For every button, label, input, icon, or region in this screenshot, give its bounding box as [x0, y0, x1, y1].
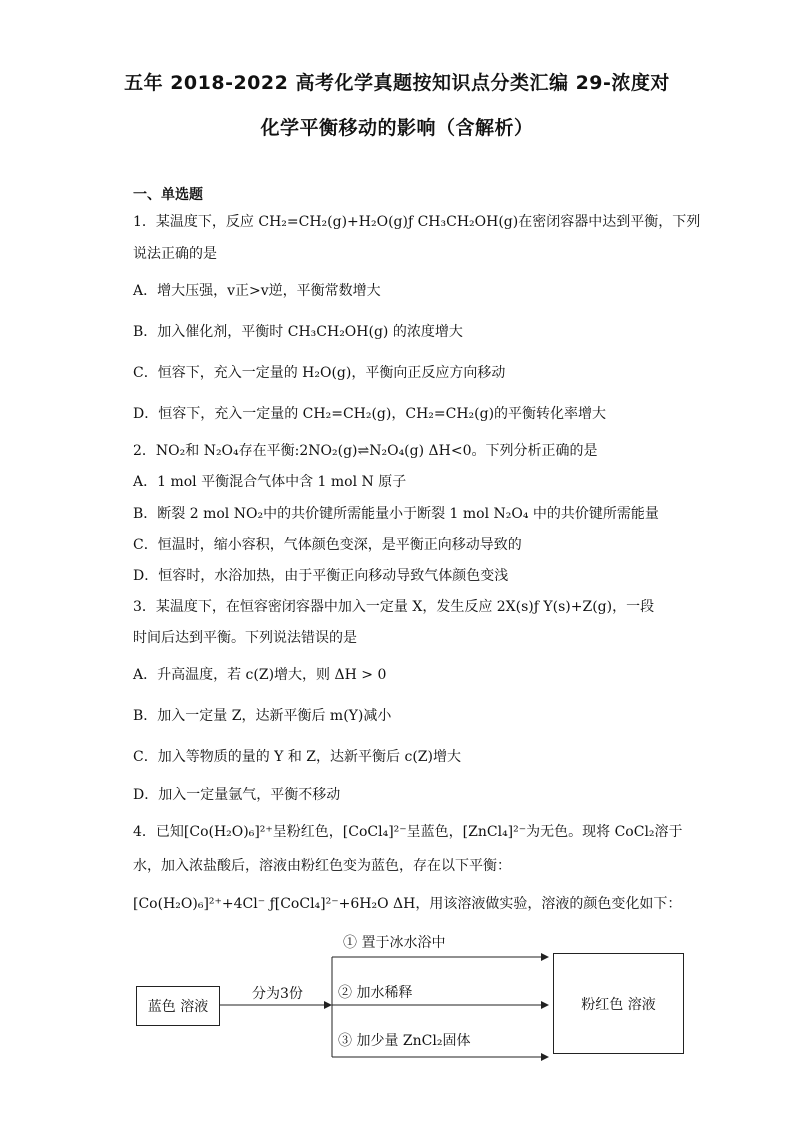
q3-stem-2: 时间后达到平衡。下列说法错误的是 [133, 630, 357, 646]
q2-option-a: A．1 mol 平衡混合气体中含 1 mol N 原子 [133, 474, 407, 490]
title-line-1: 五年 2018-2022 高考化学真题按知识点分类汇编 29-浓度对 [124, 72, 670, 94]
q1-stem-1: 1．某温度下，反应 CH₂=CH₂(g)+H₂O(g)ƒ CH₃CH₂OH(g)在密闭容器中达到平衡，下列 [133, 214, 701, 230]
left-box [136, 986, 220, 1026]
q4-stem-1: 4．已知[Co(H₂O)₆]²⁺呈粉红色，[CoCl₄]²⁻呈蓝色，[ZnCl₄]²⁻为无色。现将 CoCl₂溶于 [133, 824, 683, 840]
q4-stem-2: 水，加入浓盐酸后，溶液由粉红色变为蓝色，存在以下平衡： [133, 858, 511, 874]
q3-option-a: A．升高温度，若 c(Z)增大，则 ΔH > 0 [133, 667, 387, 683]
q3-option-c: C．加入等物质的量的 Y 和 Z，达新平衡后 c(Z)增大 [133, 749, 461, 765]
q3-option-d: D．加入一定量氩气，平衡不移动 [133, 787, 341, 803]
q2-option-c: C．恒温时，缩小容积，气体颜色变深，是平衡正向移动导致的 [133, 537, 522, 553]
branch-2-label: ② 加水稀释 [338, 985, 413, 1001]
split-label: 分为3份 [252, 986, 303, 1002]
left-box-label: 蓝色 溶液 [147, 999, 209, 1015]
q2-option-b: B．断裂 2 mol NO₂中的共价键所需能量小于断裂 1 mol N₂O₄ 中的共价键所需能量 [133, 506, 659, 522]
q1-stem-2: 说法正确的是 [133, 246, 217, 262]
q2-option-d: D．恒容时，水浴加热，由于平衡正向移动导致气体颜色变浅 [133, 568, 509, 584]
section-heading: 一、单选题 [133, 187, 203, 203]
title-line-2: 化学平衡移动的影响（含解析） [260, 117, 534, 139]
q1-option-b: B．加入催化剂，平衡时 CH₃CH₂OH(g) 的浓度增大 [133, 324, 463, 340]
branch-1-label: ① 置于冰水浴中 [343, 935, 446, 951]
branch-3-label: ③ 加少量 ZnCl₂固体 [338, 1033, 471, 1049]
q1-option-a: A．增大压强，v正>v逆，平衡常数增大 [133, 283, 381, 299]
q1-option-d: D．恒容下，充入一定量的 CH₂=CH₂(g)，CH₂=CH₂(g)的平衡转化率增大 [133, 406, 607, 422]
q2-stem: 2．NO₂和 N₂O₄存在平衡:2NO₂(g)⇌N₂O₄(g) ΔH<0。下列分析正确的是 [133, 443, 598, 459]
q4-stem-3: [Co(H₂O)₆]²⁺+4Cl⁻ ƒ[CoCl₄]²⁻+6H₂O ΔH，用该溶液做实验，溶液的颜色变化如下： [133, 896, 682, 912]
q3-option-b: B．加入一定量 Z，达新平衡后 m(Y)减小 [133, 708, 392, 724]
q1-option-c: C．恒容下，充入一定量的 H₂O(g)，平衡向正反应方向移动 [133, 365, 506, 381]
right-box-label: 粉红色 溶液 [581, 996, 656, 1013]
right-box [553, 953, 684, 1054]
q3-stem-1: 3．某温度下，在恒容密闭容器中加入一定量 X，发生反应 2X(s)ƒ Y(s)+Z(g)，一段 [133, 599, 655, 615]
